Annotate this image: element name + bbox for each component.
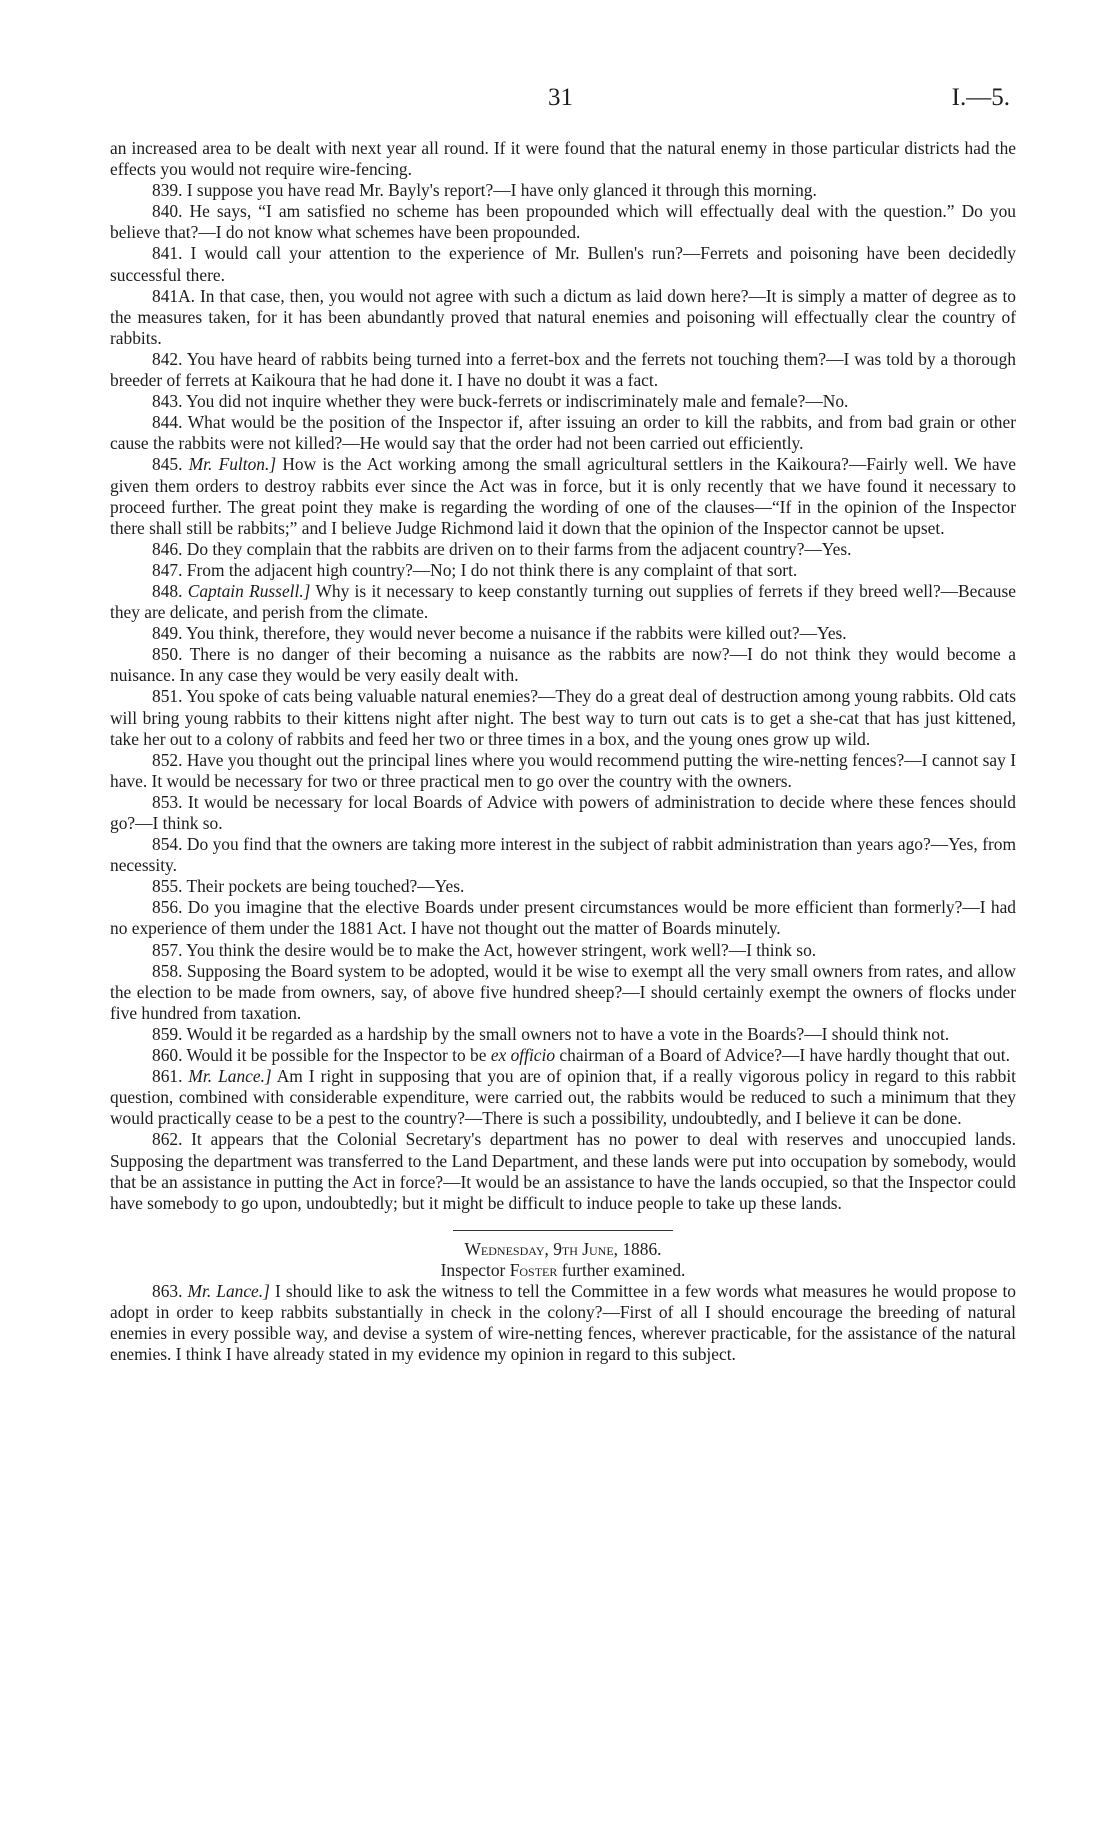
paragraph-text: 839. I suppose you have read Mr. Bayly's report?—I have only glanced it through this morning. <box>152 180 817 201</box>
evidence-paragraph <box>110 180 1016 201</box>
evidence-paragraph <box>110 1066 1016 1129</box>
evidence-paragraph <box>110 686 1016 749</box>
evidence-paragraph <box>110 286 1016 349</box>
paragraph-text: 849. You think, therefore, they would never become a nuisance if the rabbits were killed out?—Yes. <box>152 623 847 644</box>
paragraph-text: 851. You spoke of cats being valuable natural enemies?—They do a great deal of destruction among young rabbits. Old cats will bring young rabbits to their kittens night after night. The best way to turn out cats is to get a she-cat that has just kittened, take her out to a colony of rabbits and feed her two or three times in a box, and the young ones grow up wild. <box>110 686 1016 749</box>
evidence-paragraph <box>110 539 1016 560</box>
paragraph-text: 846. Do they complain that the rabbits are driven on to their farms from the adjacent country?—Yes. <box>152 538 852 559</box>
evidence-paragraph <box>110 961 1016 1024</box>
paragraph-text: 855. Their pockets are being touched?—Yes. <box>152 876 465 897</box>
paragraph-text: Am I right in supposing that you are of opinion that, if a really vigorous policy in regard to this rabbit question, combined with considerable expenditure, were carried out, the rabbits would be reduced to such a minimum that they would practically cease to be a pest to the country?—There is such a possibility, undoubtedly, and I believe it can be done. <box>110 1066 1017 1129</box>
evidence-paragraph <box>110 349 1016 391</box>
section-divider <box>453 1230 673 1231</box>
paragraph-text: 854. Do you find that the owners are taking more interest in the subject of rabbit administration than years ago?—Yes, from necessity. <box>110 834 1016 876</box>
evidence-paragraph <box>110 940 1016 961</box>
speaker: Captain Russell.] <box>187 580 311 601</box>
evidence-paragraph <box>110 138 1016 180</box>
evidence-paragraph <box>110 201 1016 243</box>
paragraph-text: How is the Act working among the small agricultural settlers in the Kaikoura?—Fairly well. We have given them orders to destroy rabbits ever since the Act was in force, but it is only recently that we have found it necessary to proceed further. The great point they make is regarding the wording of one of the clauses—“If in the opinion of the Inspector there shall still be rabbits;” and I believe Judge Richmond laid it down that the opinion of the Inspector cannot be upset. <box>110 454 1016 538</box>
question-number: 861. <box>152 1066 183 1087</box>
paragraph-text: Why is it necessary to keep constantly turning out supplies of ferrets if they breed well?—Because they are delicate, and perish from the climate. <box>110 580 1016 623</box>
evidence-paragraph <box>110 897 1016 939</box>
evidence-paragraph <box>110 391 1016 412</box>
evidence-paragraph <box>110 623 1016 644</box>
evidence-paragraph <box>110 412 1016 454</box>
paragraph-text: 847. From the adjacent high country?—No; I do not think there is any complaint of that sort. <box>152 559 798 580</box>
evidence-paragraph <box>110 560 1016 581</box>
page-number: 31 <box>548 84 573 111</box>
paragraph-text: Would it be possible for the Inspector to be <box>186 1045 487 1066</box>
final-question: 863. Mr. Lance.] I should like to ask the witness to tell the Committee in a few words what measures he would propose to adopt in order to keep rabbits substantially in check in the colony?—First of all I should encourage the breeding of natural enemies in every possible way, and devise a system of wire-netting fences, wherever practicable, for the assistance of the natural enemies. I think I have already stated in my evidence my opinion in regard to this subject. <box>110 1280 1016 1365</box>
question-number: 845. <box>152 454 183 475</box>
paragraph-text: 840. He says, “I am satisfied no scheme has been propounded which will effectually deal with the question.” Do you believe that?—I do not know what schemes have been propounded. <box>110 201 1016 243</box>
speaker: Mr. Lance.] <box>188 1066 272 1087</box>
paragraph-text: 857. You think the desire would be to make the Act, however stringent, work well?—I think so. <box>152 939 817 960</box>
question-number: 860. <box>152 1045 183 1066</box>
evidence-paragraph <box>110 1024 1016 1045</box>
paragraph-text: 842. You have heard of rabbits being turned into a ferret-box and the ferrets not touching them?—I was told by a thorough breeder of ferrets at Kaikoura that he had done it. I have no doubt it was a fact. <box>110 348 1016 391</box>
paragraph-text: 853. It would be necessary for local Boards of Advice with powers of administration to decide where these fences should go?—I think so. <box>110 791 1016 833</box>
paragraph-text: 850. There is no danger of their becoming a nuisance as the rabbits are now?—I do not think they would become a nuisance. In any case they would be very easily dealt with. <box>110 644 1016 686</box>
paragraph-text: 856. Do you imagine that the elective Boards under present circumstances would be more efficient than formerly?—I had no experience of them under the 1881 Act. I have not thought out the matter of Boards minutely. <box>110 897 1016 939</box>
question-number: 848. <box>152 580 183 601</box>
document-body <box>110 138 1016 1365</box>
evidence-paragraph <box>110 581 1016 623</box>
paragraph-text: 858. Supposing the Board system to be adopted, would it be wise to exempt all the very small owners from rates, and allow the election to be made from owners, say, of above five hundred sheep?—I should certainly exempt the owners of flocks under five hundred from taxation. <box>110 960 1016 1023</box>
evidence-paragraph <box>110 1129 1016 1213</box>
section-date: Wednesday, 9th June, 1886. <box>464 1238 662 1259</box>
italic-term: ex officio <box>490 1045 556 1066</box>
paragraph-text: 843. You did not inquire whether they were buck-ferrets or indiscriminately male and female?—No. <box>152 391 849 412</box>
paragraph-text: 859. Would it be regarded as a hardship by the small owners not to have a vote in the Boards?—I should think not. <box>152 1023 950 1044</box>
witness-name: Foster <box>509 1259 558 1280</box>
page-header <box>0 84 1114 114</box>
evidence-paragraph <box>110 750 1016 792</box>
evidence-paragraph <box>110 644 1016 686</box>
paragraph-text: 841A. In that case, then, you would not agree with such a dictum as laid down here?—It is simply a matter of degree as to the measures taken, for it has been abundantly proved that natural enemies and poisoning will effectually clear the country of rabbits. <box>110 285 1016 348</box>
evidence-paragraph <box>110 1045 1016 1066</box>
evidence-paragraphs <box>110 138 1016 1214</box>
speaker: Mr. Fulton.] <box>188 454 277 475</box>
speaker: Mr. Lance.] <box>187 1280 270 1301</box>
section-subtitle: Inspector Foster further examined. <box>440 1259 686 1280</box>
document-reference: I.—5. <box>951 84 1010 111</box>
paragraph-text: chairman of a Board of Advice?—I have hardly thought that out. <box>559 1045 1010 1066</box>
paragraph-text: an increased area to be dealt with next year all round. If it were found that the natural enemy in those particular districts had the effects you would not require wire-fencing. <box>110 138 1016 180</box>
evidence-paragraph <box>110 834 1016 876</box>
paragraph-text: 852. Have you thought out the principal lines where you would recommend putting the wire-netting fences?—I cannot say I have. It would be necessary for two or three practical men to go over the country with the owners. <box>110 749 1016 791</box>
evidence-paragraph <box>110 454 1016 538</box>
paragraph-text: 862. It appears that the Colonial Secretary's department has no power to deal with reserves and unoccupied lands. Supposing the department was transferred to the Land Department, and these lands were put into occupation by somebody, would that be an assistance in putting the Act in force?—It would be an assistance to have the lands occupied, so that the Inspector could have somebody to go upon, undoubtedly; but it might be difficult to induce people to take up these lands. <box>110 1129 1016 1213</box>
evidence-paragraph <box>110 792 1016 834</box>
paragraph-text: 841. I would call your attention to the experience of Mr. Bullen's run?—Ferrets and poisoning have been decidedly successful there. <box>110 243 1016 285</box>
evidence-paragraph <box>110 876 1016 897</box>
evidence-paragraph <box>110 243 1016 285</box>
paragraph-text: 844. What would be the position of the Inspector if, after issuing an order to kill the rabbits, and from bad grain or other cause the rabbits were not killed?—He would say that the order had not been carried out efficiently. <box>110 412 1016 454</box>
